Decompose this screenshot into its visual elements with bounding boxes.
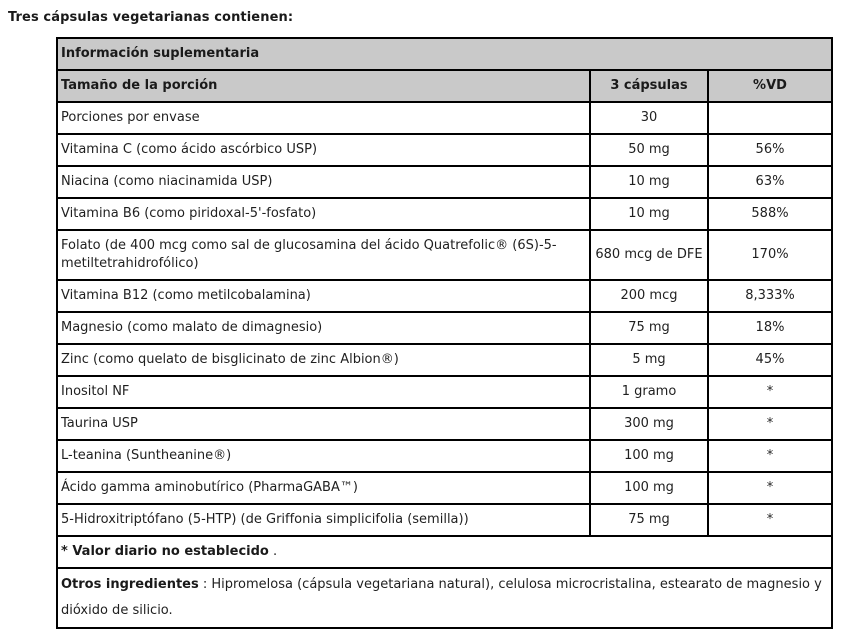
column-header-row bbox=[57, 70, 832, 102]
footnote-bold-text: * Valor diario no establecido bbox=[61, 544, 269, 559]
table-row bbox=[57, 440, 832, 472]
daily-value: * bbox=[708, 440, 832, 472]
nutrient-name: Inositol NF bbox=[57, 376, 590, 408]
nutrient-name: Ácido gamma aminobutírico (PharmaGABA™) bbox=[57, 472, 590, 504]
table-row bbox=[57, 344, 832, 376]
amount-per-serving: 10 mg bbox=[590, 198, 708, 230]
amount-per-serving: 100 mg bbox=[590, 472, 708, 504]
supplement-facts-table bbox=[56, 37, 833, 629]
daily-value: * bbox=[708, 408, 832, 440]
table-row bbox=[57, 280, 832, 312]
other-ingredients-row bbox=[57, 568, 832, 628]
table-title: Información suplementaria bbox=[57, 38, 832, 70]
table-row bbox=[57, 408, 832, 440]
nutrient-name: Vitamina C (como ácido ascórbico USP) bbox=[57, 134, 590, 166]
amount-per-serving: 75 mg bbox=[590, 312, 708, 344]
daily-value: * bbox=[708, 504, 832, 536]
nutrient-name: Folato (de 400 mcg como sal de glucosamina del ácido Quatrefolic® (6S)-5-metiltetrahidrofólico) bbox=[57, 230, 590, 280]
footnote-rest-text: . bbox=[268, 544, 278, 559]
nutrient-name: 5-Hidroxitriptófano (5-HTP) (de Griffonia simplicifolia (semilla)) bbox=[57, 504, 590, 536]
other-ingredients-label: Otros ingredientes bbox=[61, 577, 199, 592]
amount-per-serving: 30 bbox=[590, 102, 708, 134]
daily-value: * bbox=[708, 472, 832, 504]
table-row bbox=[57, 312, 832, 344]
table-body bbox=[57, 102, 832, 536]
amount-per-serving: 5 mg bbox=[590, 344, 708, 376]
daily-value: 56% bbox=[708, 134, 832, 166]
nutrient-name: Porciones por envase bbox=[57, 102, 590, 134]
daily-value: 170% bbox=[708, 230, 832, 280]
nutrient-name: Vitamina B6 (como piridoxal-5'-fosfato) bbox=[57, 198, 590, 230]
table-row bbox=[57, 472, 832, 504]
amount-per-serving: 75 mg bbox=[590, 504, 708, 536]
daily-value: * bbox=[708, 376, 832, 408]
footnote-cell bbox=[57, 536, 832, 568]
column-header-serving-size: Tamaño de la porción bbox=[57, 70, 590, 102]
table-row bbox=[57, 102, 832, 134]
column-header-daily-value: %VD bbox=[708, 70, 832, 102]
nutrient-name: L-teanina (Suntheanine®) bbox=[57, 440, 590, 472]
nutrient-name: Taurina USP bbox=[57, 408, 590, 440]
amount-per-serving: 680 mcg de DFE bbox=[590, 230, 708, 280]
table-row bbox=[57, 376, 832, 408]
amount-per-serving: 50 mg bbox=[590, 134, 708, 166]
daily-value: 63% bbox=[708, 166, 832, 198]
table-row bbox=[57, 166, 832, 198]
other-ingredients-text: : Hipromelosa (cápsula vegetariana natural), celulosa microcristalina, estearato de magnesio y dióxido de silicio. bbox=[61, 577, 822, 618]
amount-per-serving: 100 mg bbox=[590, 440, 708, 472]
amount-per-serving: 1 gramo bbox=[590, 376, 708, 408]
table-title-row bbox=[57, 38, 832, 70]
table-row bbox=[57, 504, 832, 536]
daily-value: 588% bbox=[708, 198, 832, 230]
nutrient-name: Magnesio (como malato de dimagnesio) bbox=[57, 312, 590, 344]
amount-per-serving: 10 mg bbox=[590, 166, 708, 198]
column-header-amount: 3 cápsulas bbox=[590, 70, 708, 102]
table-row bbox=[57, 134, 832, 166]
amount-per-serving: 300 mg bbox=[590, 408, 708, 440]
daily-value bbox=[708, 102, 832, 134]
nutrient-name: Vitamina B12 (como metilcobalamina) bbox=[57, 280, 590, 312]
daily-value: 18% bbox=[708, 312, 832, 344]
page-title: Tres cápsulas vegetarianas contienen: bbox=[8, 10, 294, 25]
footnote-row bbox=[57, 536, 832, 568]
daily-value: 45% bbox=[708, 344, 832, 376]
table-row bbox=[57, 230, 832, 280]
amount-per-serving: 200 mcg bbox=[590, 280, 708, 312]
table-row bbox=[57, 198, 832, 230]
daily-value: 8,333% bbox=[708, 280, 832, 312]
other-ingredients-cell bbox=[57, 568, 832, 628]
nutrient-name: Zinc (como quelato de bisglicinato de zinc Albion®) bbox=[57, 344, 590, 376]
nutrient-name: Niacina (como niacinamida USP) bbox=[57, 166, 590, 198]
